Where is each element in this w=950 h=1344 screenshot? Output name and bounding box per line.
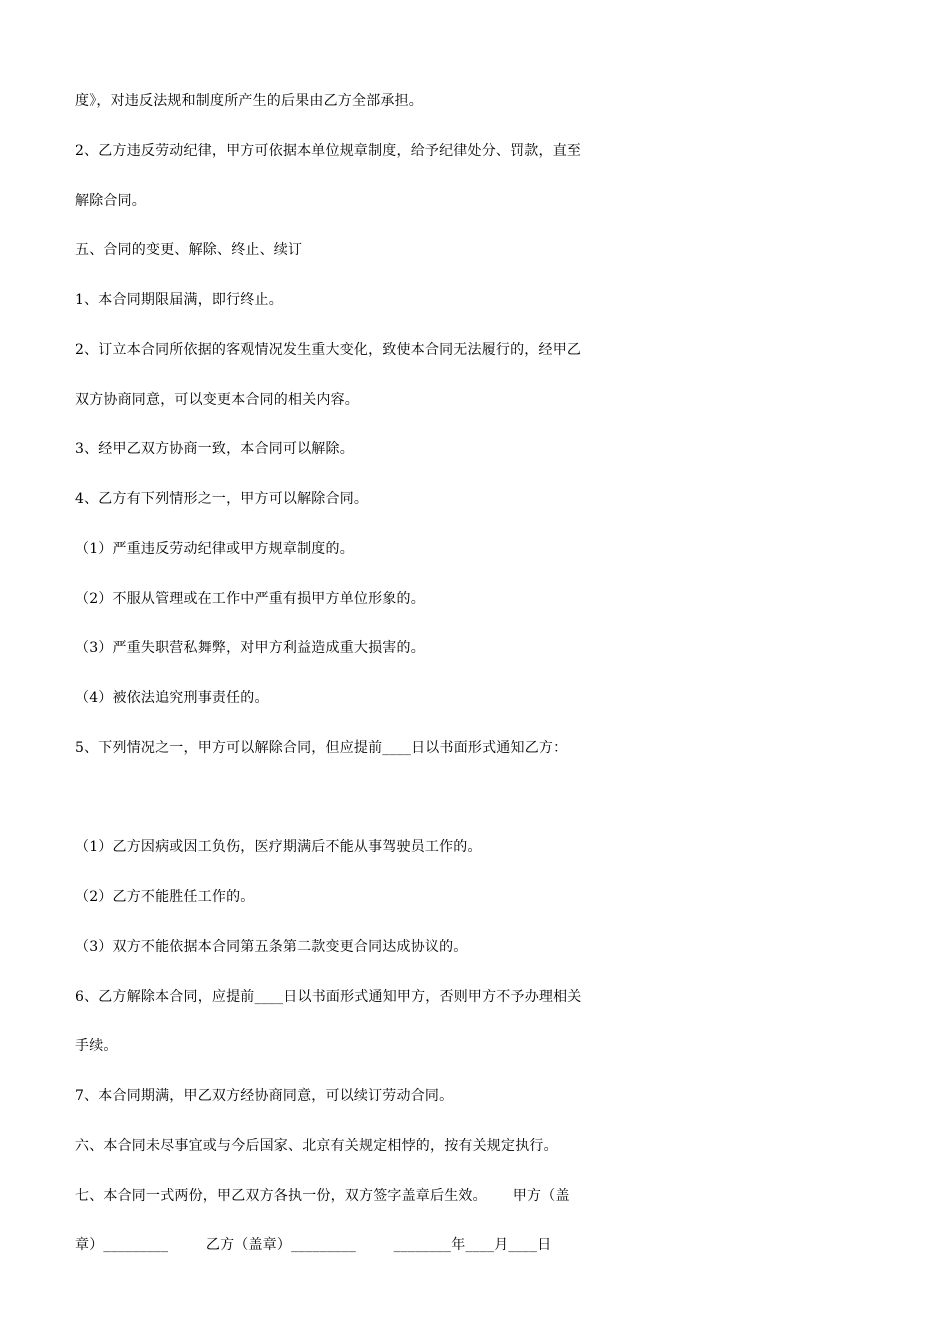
list-item-4-4: （4）被依法追究刑事责任的。	[75, 690, 269, 706]
text-line-20: 7、本合同期满，甲乙双方经协商同意，可以续订劳动合同。	[75, 1088, 454, 1104]
text-line-14: 5、下列情况之一，甲方可以解除合同，但应提前____日以书面形式通知乙方：	[75, 740, 568, 756]
text-line-5: 1、本合同期限届满，即行终止。	[75, 292, 283, 308]
text-line-18: 6、乙方解除本合同，应提前____日以书面形式通知甲方，否则甲方不予办理相关	[75, 989, 582, 1005]
list-item-4-2: （2）不服从管理或在工作中严重有损甲方单位形象的。	[75, 591, 425, 607]
list-item-4-3: （3）严重失职营私舞弊，对甲方利益造成重大损害的。	[75, 640, 425, 656]
text-line-2: 2、乙方违反劳动纪律，甲方可依据本单位规章制度，给予纪律处分、罚款，直至	[75, 143, 582, 159]
section-heading-5: 五、合同的变更、解除、终止、续订	[75, 242, 303, 258]
signature-line: 章）_________ 乙方（盖章）_________ ________年____月____日	[75, 1237, 552, 1253]
section-heading-7: 七、本合同一式两份，甲乙双方各执一份，双方签字盖章后生效。 甲方（盖	[75, 1188, 570, 1204]
text-line-3: 解除合同。	[75, 193, 146, 209]
text-line-7: 双方协商同意，可以变更本合同的相关内容。	[75, 392, 359, 408]
list-item-5-1: （1）乙方因病或因工负伤，医疗期满后不能从事驾驶员工作的。	[75, 839, 482, 855]
text-line-1: 度》，对违反法规和制度所产生的后果由乙方全部承担。	[75, 93, 423, 109]
list-item-5-3: （3）双方不能依据本合同第五条第二款变更合同达成协议的。	[75, 939, 468, 955]
text-line-8: 3、经甲乙双方协商一致，本合同可以解除。	[75, 441, 354, 457]
list-item-4-1: （1）严重违反劳动纪律或甲方规章制度的。	[75, 541, 354, 557]
section-heading-6: 六、本合同未尽事宜或与今后国家、北京有关规定相悖的，按有关规定执行。	[75, 1138, 558, 1154]
text-line-6: 2、订立本合同所依据的客观情况发生重大变化，致使本合同无法履行的，经甲乙	[75, 342, 582, 358]
list-item-5-2: （2）乙方不能胜任工作的。	[75, 889, 255, 905]
text-line-19: 手续。	[75, 1038, 118, 1054]
text-line-9: 4、乙方有下列情形之一，甲方可以解除合同。	[75, 491, 369, 507]
